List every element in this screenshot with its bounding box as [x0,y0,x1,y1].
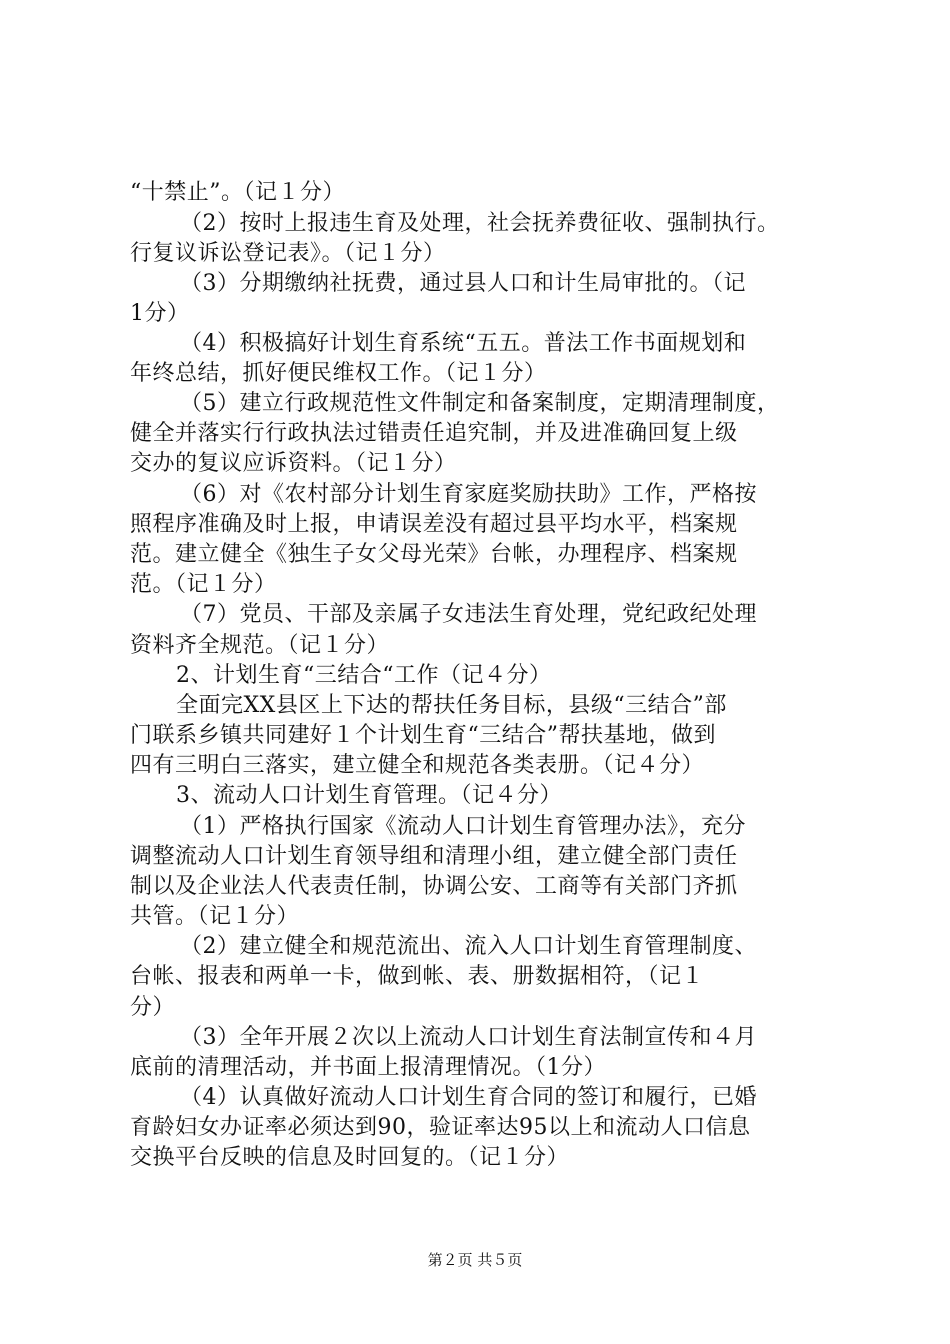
text-line: 四有三明白三落实，建立健全和规范各类表册。（记４分） [130,753,705,778]
text-line: （3）全年开展２次以上流动人口计划生育法制宣传和４月 [180,1025,757,1050]
text-line: （2）按时上报违生育及处理，社会抚养费征收、强制执行。 [180,211,780,236]
text-line: 范。（记１分） [130,572,277,597]
text-line: （4）积极搞好计划生育系统“五五。普法工作书面规划和 [180,331,747,356]
text-line: 分） [130,995,176,1020]
text-line: 门联系乡镇共同建好１个计划生育“三结合”帮扶基地，做到 [130,723,716,748]
page-number: 第２页 共５页 [427,1251,523,1269]
section-heading: 3、流动人口计划生育管理。（记４分） [176,783,562,808]
text-line: 全面完XX县区上下达的帮扶任务目标，县级“三结合”部 [176,693,727,718]
text-line: “十禁止”。（记１分） [130,180,345,205]
section-heading: 2、计划生育“三结合“工作（记４分） [176,663,552,688]
text-line: 育龄妇女办证率必须达到90，验证率达95以上和流动人口信息 [130,1115,751,1140]
text-line: 行复议诉讼登记表》。（记１分） [130,241,446,266]
text-line: （7）党员、干部及亲属子女违法生育处理，党纪政纪处理 [180,602,757,627]
text-line: 底前的清理活动，并书面上报清理情况。（1分） [130,1055,606,1080]
text-line: （5）建立行政规范性文件制定和备案制度，定期清理制度， [180,391,780,416]
text-line: 健全并落实行行政执法过错责任追究制，并及进准确回复上级 [130,421,738,446]
text-line: （4）认真做好流动人口计划生育合同的签订和履行，已婚 [180,1085,757,1110]
text-line: （6）对《农村部分计划生育家庭奖励扶助》工作，严格按 [180,482,757,507]
text-line: 调整流动人口计划生育领导组和清理小组，建立健全部门责任 [130,844,738,869]
text-line: （2）建立健全和规范流出、流入人口计划生育管理制度、 [180,934,757,959]
text-line: 照程序准确及时上报，申请误差没有超过县平均水平，档案规 [130,512,738,537]
text-line: （1）严格执行国家《流动人口计划生育管理办法》，充分 [180,814,746,839]
text-line: 交办的复议应诉资料。（记１分） [130,451,457,476]
text-line: 资料齐全规范。（记１分） [130,633,390,658]
text-line: 年终总结，抓好便民维权工作。（记１分） [130,361,547,386]
text-line: 共管。（记１分） [130,904,300,929]
text-line: 制以及企业法人代表责任制，协调公安、工商等有关部门齐抓 [130,874,738,899]
text-line: 范。建立健全《独生子女父母光荣》台帐，办理程序、档案规 [130,542,738,567]
text-line: （3）分期缴纳社抚费，通过县人口和计生局审批的。（记 [180,271,746,296]
text-line: 交换平台反映的信息及时回复的。（记１分） [130,1145,570,1170]
text-line: 1分） [130,301,190,326]
text-line: 台帐、报表和两单一卡，做到帐、表、册数据相符，（记１ [130,964,705,989]
